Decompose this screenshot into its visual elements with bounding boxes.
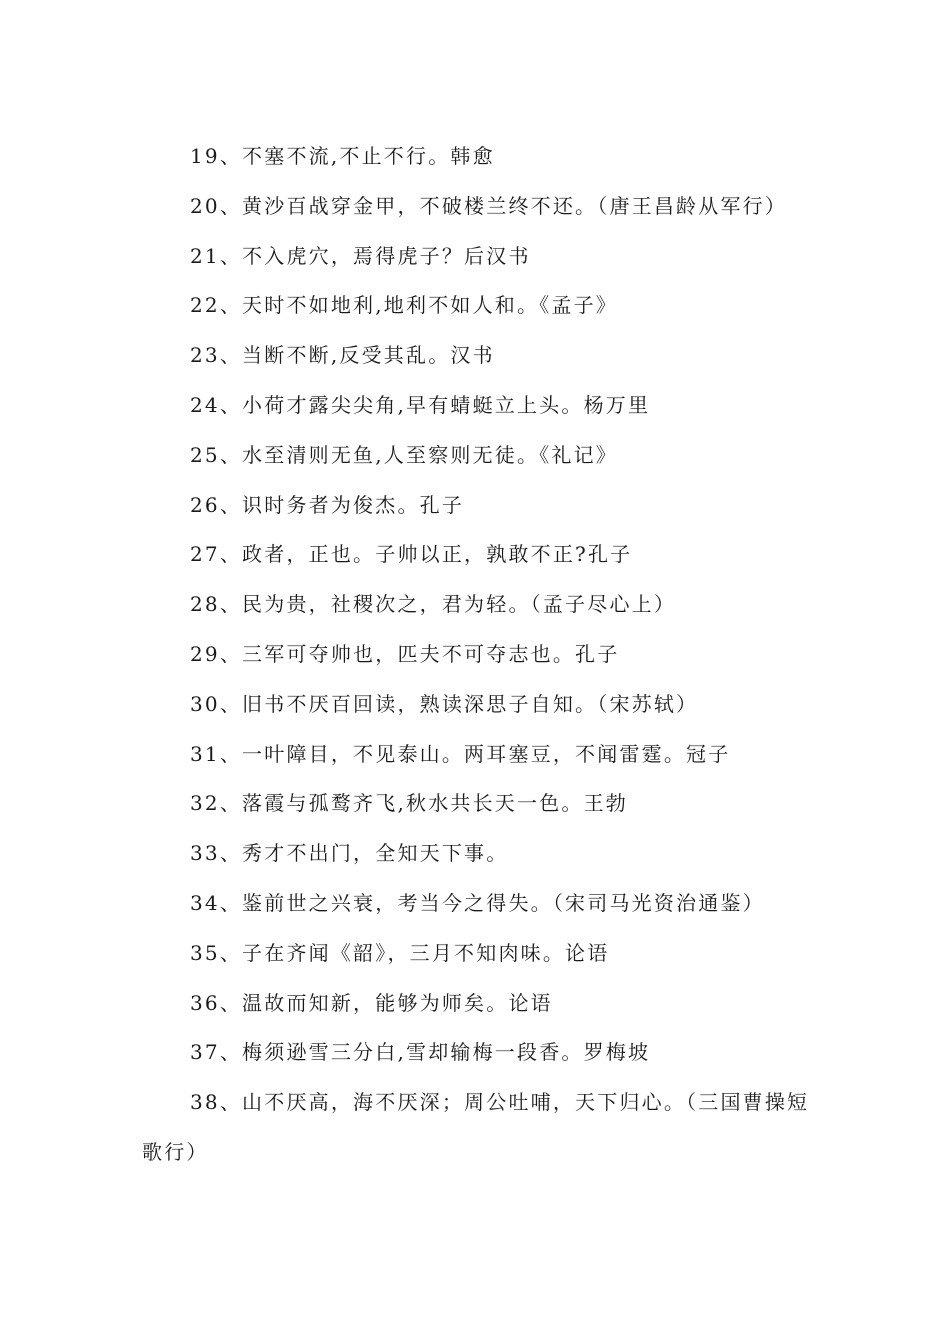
quote-line-34: 34、鉴前世之兴衰，考当今之得失。（宋司马光资治通鉴）	[190, 890, 765, 915]
quote-line-35: 35、子在齐闻《韶》，三月不知肉味。论语	[190, 940, 610, 965]
quote-line-37: 37、梅须逊雪三分白,雪却输梅一段香。罗梅坡	[190, 1040, 651, 1065]
quote-line-38: 38、山不厌高，海不厌深；周公吐哺，天下归心。（三国曹操短歌行）	[142, 1090, 810, 1164]
quote-line-23: 23、当断不断,反受其乱。汉书	[190, 343, 495, 368]
quote-line-22: 22、天时不如地利,地利不如人和。《孟子》	[190, 293, 619, 318]
quote-line-28: 28、民为贵，社稷次之，君为轻。（孟子尽心上）	[190, 592, 677, 617]
quote-line-36: 36、温故而知新，能够为师矣。论语	[190, 990, 553, 1015]
quote-line-24: 24、小荷才露尖尖角,早有蜻蜓立上头。杨万里	[190, 392, 651, 417]
quote-line-27: 27、政者，正也。子帅以正，孰敢不正?孔子	[190, 542, 633, 567]
quote-line-19: 19、不塞不流,不止不行。韩愈	[190, 144, 495, 168]
quote-line-30: 30、旧书不厌百回读，熟读深思子自知。（宋苏轼）	[190, 691, 699, 716]
quote-list	[142, 132, 810, 1178]
quote-line-20: 20、黄沙百战穿金甲，不破楼兰终不还。（唐王昌龄从军行）	[190, 193, 788, 218]
quote-line-25: 25、水至清则无鱼,人至察则无徒。《礼记》	[190, 442, 619, 467]
quote-line-31: 31、一叶障目，不见泰山。两耳塞豆，不闻雷霆。冠子	[190, 741, 731, 766]
quote-line-29: 29、三军可夺帅也，匹夫不可夺志也。孔子	[190, 641, 620, 666]
quote-line-32: 32、落霞与孤鹜齐飞,秋水共长天一色。王勃	[190, 791, 629, 816]
quote-line-33: 33、秀才不出门，全知天下事。	[190, 841, 509, 866]
quote-line-26: 26、识时务者为俊杰。孔子	[190, 492, 465, 517]
quote-line-21: 21、不入虎穴，焉得虎子？后汉书	[190, 243, 531, 268]
